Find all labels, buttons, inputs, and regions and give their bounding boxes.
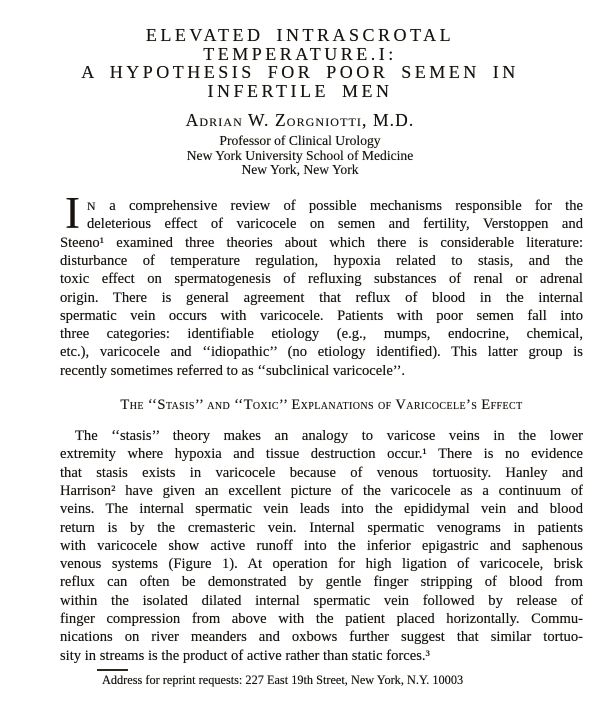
text-line: finger compression from above with the patient placed horizontally. Commu- xyxy=(60,611,583,628)
dropcap-letter: I xyxy=(65,188,80,239)
text-line: toxic effect on spermatogenesis of refluxing substances of renal or adrenal xyxy=(60,271,583,288)
text-line: return is by the cremasteric vein. Internal spermatic venograms in patients xyxy=(60,519,583,536)
text-line: sity in streams is the product of active rather than static forces.³ xyxy=(60,647,430,664)
text-line: within the isolated dilated internal spermatic vein followed by release of xyxy=(60,592,583,609)
intro-paragraph xyxy=(60,188,583,380)
author-affiliation xyxy=(0,134,600,178)
intro-paragraph-lines xyxy=(60,188,583,380)
article-body xyxy=(60,188,583,687)
text-line: The ‘‘stasis’’ theory makes an analogy to varicose veins in the lower xyxy=(75,428,583,445)
text-line: Harrison² have given an excellent picture of the varicocele as a continuum of xyxy=(60,482,583,499)
text-line: Professor of Clinical Urology xyxy=(219,133,381,148)
text-line: New York University School of Medicine xyxy=(186,147,414,163)
footnote xyxy=(60,669,583,687)
text-line: ELEVATED INTRASCROTAL xyxy=(145,25,455,45)
text-line: that stasis exists in varicocele because of venous tortuosity. Hanley and xyxy=(60,464,583,481)
text-line: Steeno¹ examined three theories about which there is considerable literature: xyxy=(60,234,583,251)
text-line: three categories: identifiable etiology (e.g., mumps, endocrine, chemical, xyxy=(60,326,583,343)
text-line: venous systems (Figure 1). At operation for high ligation of varicocele, brisk xyxy=(60,556,583,573)
text-line: origin. There is general agreement that reflux of blood in the internal xyxy=(60,289,583,306)
text-line: nications on river meanders and oxbows further suggest that similar tortuo- xyxy=(60,629,583,646)
text-line: veins. The internal spermatic vein leads into the epididymal vein and blood xyxy=(60,501,583,518)
text-line: disturbance of temperature regulation, hypoxia related to stasis, and the xyxy=(60,253,583,269)
text-line: TEMPERATURE.I: xyxy=(203,43,397,64)
text-line: reflux can often be demonstrated by gentle finger stripping of blood from xyxy=(60,574,583,591)
article-title xyxy=(0,26,600,100)
text-line: spermatic vein occurs with varicocele. Patients with poor semen fall into xyxy=(60,307,583,324)
section-paragraph-lines xyxy=(60,427,583,665)
author-name: Adrian W. Zorgniotti, M.D. xyxy=(185,110,415,130)
text-line: A HYPOTHESIS FOR POOR SEMEN IN xyxy=(81,62,519,82)
text-line: extremity where hypoxia and tissue destruction occur.¹ There is no evidence xyxy=(60,446,583,463)
footnote-rule xyxy=(97,669,128,671)
text-line: etc.), varicocele and ‘‘idiopathic’’ (no etiology identified). This latter group is xyxy=(60,344,583,361)
section-paragraph xyxy=(60,427,583,665)
text-line: with varicocele show active runoff into the inferior epigastric and saphenous xyxy=(60,537,583,554)
section-heading: The ‘‘Stasis’’ and ‘‘Toxic’’ Explanations of Varicocele’s Effect xyxy=(120,397,523,414)
footnote-text: Address for reprint requests: 227 East 19th Street, New York, N.Y. 10003 xyxy=(102,672,464,687)
text-line: recently sometimes referred to as ‘‘subclinical varicocele’’. xyxy=(60,362,406,379)
text-line: N a comprehensive review of possible mechanisms responsible for the xyxy=(87,198,583,215)
text-line: INFERTILE MEN xyxy=(207,80,393,101)
text-line: deleterious effect of varicocele on semen and fertility, Verstoppen and xyxy=(87,216,583,233)
text-line: New York, New York xyxy=(241,162,359,178)
